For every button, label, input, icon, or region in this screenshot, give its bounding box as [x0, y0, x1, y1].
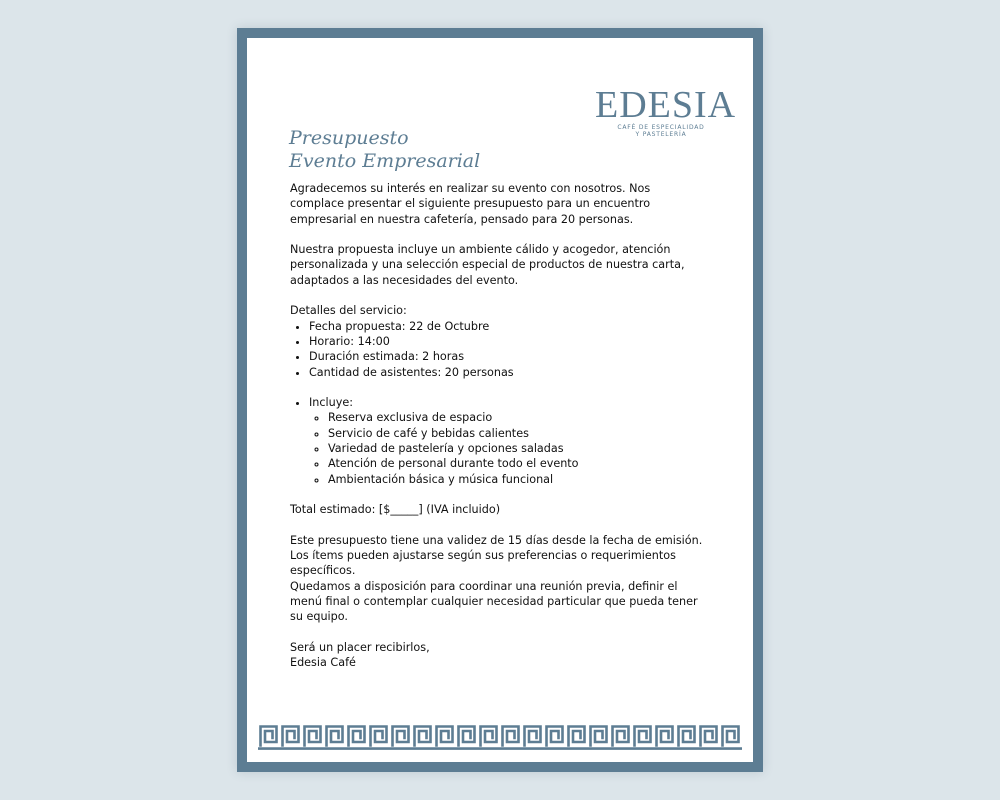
validity-line: Los ítems pueden ajustarse según sus preferencias o requerimientos — [290, 549, 676, 563]
validity-paragraph — [290, 533, 730, 625]
includes-subitem: ◦ Servicio de café y bebidas calientes — [328, 426, 730, 441]
title-line-1: Presupuesto — [289, 127, 409, 149]
includes-subitem: ◦ Atención de personal durante todo el evento — [328, 456, 730, 471]
greek-key-pattern — [258, 722, 742, 750]
edesia-logo — [595, 84, 737, 138]
document-body — [290, 181, 730, 671]
validity-line: Este presupuesto tiene una validez de 15 días desde la fecha de emisión. — [290, 533, 703, 547]
intro-line: empresarial en nuestra cafetería, pensado para 20 personas. — [290, 212, 634, 226]
details-heading: Detalles del servicio: — [290, 304, 407, 318]
validity-line: menú final o contemplar cualquier necesidad particular que pueda tener — [290, 595, 698, 609]
details-item-time: • Horario: 14:00 — [309, 334, 730, 349]
details-list — [290, 319, 730, 380]
proposal-line: Nuestra propuesta incluye un ambiente cálido y acogedor, atención — [290, 243, 671, 257]
includes-item — [309, 395, 730, 487]
includes-sublist — [309, 410, 730, 486]
title-line-2: Evento Empresarial — [289, 150, 481, 172]
details-item-duration: • Duración estimada: 2 horas — [309, 349, 730, 364]
document-content-area — [247, 38, 753, 762]
details-item-attendees: • Cantidad de asistentes: 20 personas — [309, 365, 730, 380]
total-estimate: Total estimado: [$_____] (IVA incluido) — [290, 503, 501, 517]
details-item-date: • Fecha propuesta: 22 de Octubre — [309, 319, 730, 334]
document-page — [237, 28, 763, 772]
includes-list — [290, 395, 730, 487]
closing-signature: Edesia Café — [290, 656, 356, 670]
closing-greeting: Será un placer recibirlos, — [290, 640, 430, 654]
closing — [290, 640, 730, 671]
proposal-paragraph — [290, 242, 730, 288]
proposal-line: personalizada y una selección especial de productos de nuestra carta, — [290, 258, 685, 272]
validity-line: Quedamos a disposición para coordinar una reunión previa, definir el — [290, 579, 678, 593]
intro-line: complace presentar el siguiente presupuesto para un encuentro — [290, 197, 651, 211]
logo-wordmark: EDESIA — [595, 84, 737, 126]
intro-line: Agradecemos su interés en realizar su evento con nosotros. Nos — [290, 182, 651, 195]
document-title — [289, 127, 480, 173]
intro-paragraph — [290, 181, 730, 227]
includes-subitem: ◦ Variedad de pastelería y opciones saladas — [328, 441, 730, 456]
includes-subitem: ◦ Ambientación básica y música funcional — [328, 472, 730, 487]
includes-subitem: ◦ Reserva exclusiva de espacio — [328, 410, 730, 425]
logo-tagline-line1: CAFÉ DE ESPECIALIDAD — [617, 124, 705, 131]
validity-line: su equipo. — [290, 610, 348, 624]
greek-key-border — [258, 722, 742, 750]
includes-label: Incluye: — [309, 396, 354, 410]
logo-tagline-line2: Y PASTELERÍA — [635, 131, 687, 138]
validity-line: específicos. — [290, 564, 356, 578]
proposal-line: adaptados a las necesidades del evento. — [290, 273, 519, 287]
